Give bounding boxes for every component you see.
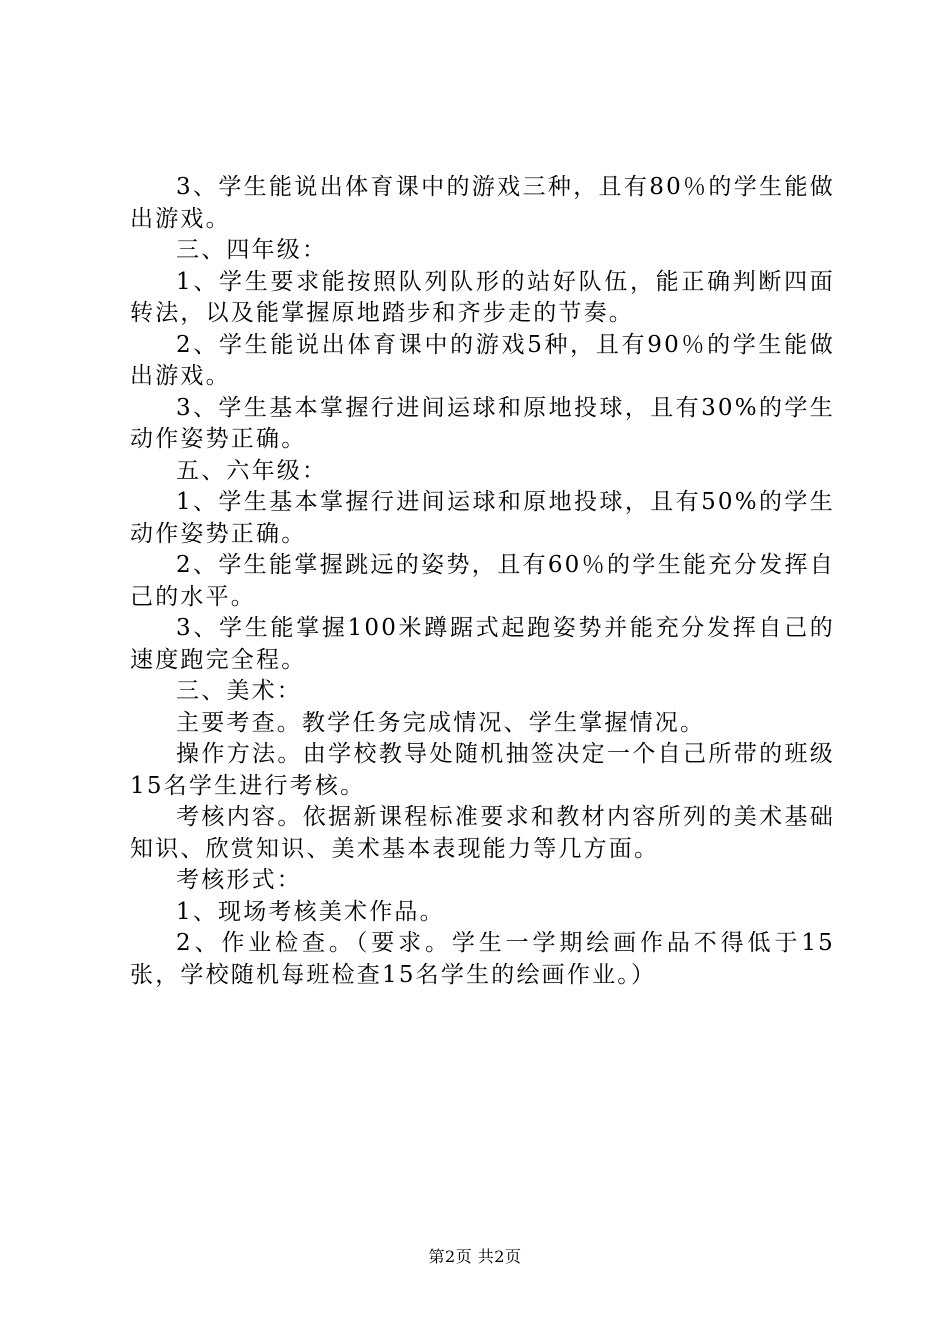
paragraph: 2、作业检查。（要求。学生一学期绘画作品不得低于15张，学校随机每班检查15名学生的绘画作业。） bbox=[130, 930, 835, 988]
document-body bbox=[130, 172, 835, 991]
section-heading: 三、四年级： bbox=[176, 237, 328, 263]
paragraph: 1、学生基本掌握行进间运球和原地投球，且有50%的学生动作姿势正确。 bbox=[130, 489, 835, 547]
paragraph: 操作方法。由学校教导处随机抽签决定一个自己所带的班级15名学生进行考核。 bbox=[130, 741, 835, 799]
page-number-footer: 第2页 共2页 bbox=[428, 1247, 522, 1266]
paragraph: 考核内容。依据新课程标准要求和教材内容所列的美术基础知识、欣赏知识、美术基本表现能力等几方面。 bbox=[130, 804, 835, 862]
section-heading: 考核形式： bbox=[176, 867, 302, 893]
paragraph: 2、学生能说出体育课中的游戏5种，且有90％的学生能做出游戏。 bbox=[130, 331, 835, 389]
section-heading: 五、六年级： bbox=[176, 457, 328, 484]
paragraph: 3、学生能掌握100米蹲踞式起跑姿势并能充分发挥自己的速度跑完全程。 bbox=[130, 615, 835, 673]
paragraph: 3、学生基本掌握行进间运球和原地投球，且有30%的学生动作姿势正确。 bbox=[130, 394, 835, 452]
paragraph: 3、学生能说出体育课中的游戏三种，且有80％的学生能做出游戏。 bbox=[130, 174, 835, 232]
section-heading: 三、美术： bbox=[176, 678, 302, 704]
paragraph: 2、学生能掌握跳远的姿势，且有60％的学生能充分发挥自己的水平。 bbox=[130, 552, 835, 610]
paragraph: 1、学生要求能按照队列队形的站好队伍，能正确判断四面转法，以及能掌握原地踏步和齐步走的节奏。 bbox=[130, 268, 835, 326]
paragraph: 主要考查。教学任务完成情况、学生掌握情况。 bbox=[176, 709, 706, 736]
paragraph: 1、现场考核美术作品。 bbox=[176, 898, 445, 925]
